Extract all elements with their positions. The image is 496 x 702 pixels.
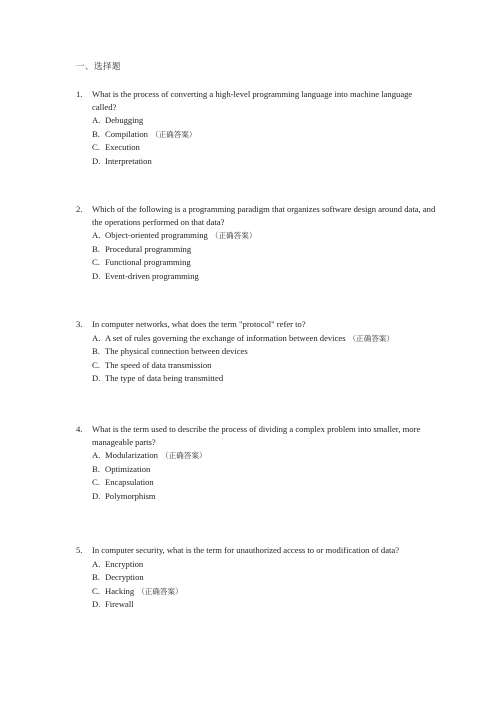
question-4 bbox=[76, 423, 436, 504]
option-d bbox=[92, 372, 436, 386]
option-label: Optimization bbox=[105, 463, 151, 474]
option-c bbox=[92, 359, 436, 373]
option-text bbox=[105, 243, 436, 257]
question-text: What is the term used to describe the process of dividing a complex problem into smaller, more manageable parts? bbox=[92, 424, 421, 447]
option-letter: A. bbox=[92, 230, 101, 241]
option-label: The type of data being transmitted bbox=[105, 373, 224, 384]
option-text bbox=[105, 256, 436, 270]
option-list bbox=[76, 229, 436, 283]
question-stem bbox=[76, 88, 436, 113]
option-letter: C. bbox=[92, 585, 100, 596]
question-stem bbox=[76, 423, 436, 448]
option-letter: D. bbox=[92, 270, 101, 281]
option-letter: C. bbox=[92, 257, 100, 268]
option-text bbox=[105, 598, 436, 612]
option-label: A set of rules governing the exchange of information between devices bbox=[105, 332, 346, 343]
option-letter: B. bbox=[92, 128, 100, 139]
option-b bbox=[92, 571, 436, 585]
option-label: Event-driven programming bbox=[105, 270, 199, 281]
option-text bbox=[105, 476, 436, 490]
option-b bbox=[92, 345, 436, 359]
question-3 bbox=[76, 318, 436, 386]
option-letter: D. bbox=[92, 155, 101, 166]
option-label: Compilation bbox=[105, 128, 148, 139]
option-list bbox=[76, 558, 436, 612]
answer-mark: （正确答案） bbox=[348, 333, 395, 343]
option-label: Encryption bbox=[105, 558, 144, 569]
option-letter: D. bbox=[92, 599, 101, 610]
option-text bbox=[105, 155, 436, 169]
option-list bbox=[76, 332, 436, 386]
question-stem bbox=[76, 318, 436, 331]
option-letter: A. bbox=[92, 558, 101, 569]
question-number: 2. bbox=[76, 204, 83, 214]
option-label: Execution bbox=[105, 142, 140, 153]
option-text bbox=[105, 463, 436, 477]
option-label: Firewall bbox=[105, 599, 134, 610]
option-text bbox=[105, 558, 436, 572]
option-letter: A. bbox=[92, 450, 101, 461]
option-label: Debugging bbox=[105, 115, 144, 126]
option-text bbox=[105, 449, 436, 463]
option-text bbox=[105, 229, 436, 243]
option-c bbox=[92, 476, 436, 490]
option-text bbox=[105, 141, 436, 155]
option-letter: B. bbox=[92, 243, 100, 254]
option-d bbox=[92, 270, 436, 284]
option-letter: A. bbox=[92, 332, 101, 343]
option-text bbox=[105, 345, 436, 359]
option-d bbox=[92, 155, 436, 169]
option-c bbox=[92, 141, 436, 155]
option-c bbox=[92, 256, 436, 270]
option-letter: B. bbox=[92, 463, 100, 474]
option-letter: B. bbox=[92, 346, 100, 357]
question-text: What is the process of converting a high-level programming language into machine language called? bbox=[92, 89, 413, 112]
option-label: Procedural programming bbox=[105, 243, 192, 254]
question-5 bbox=[76, 544, 436, 612]
option-label: Decryption bbox=[105, 572, 144, 583]
question-number: 3. bbox=[76, 319, 83, 329]
option-label: The physical connection between devices bbox=[105, 346, 248, 357]
answer-mark: （正确答案） bbox=[210, 231, 257, 241]
option-d bbox=[92, 490, 436, 504]
option-letter: C. bbox=[92, 359, 100, 370]
option-a bbox=[92, 229, 436, 243]
option-b bbox=[92, 463, 436, 477]
option-letter: C. bbox=[92, 477, 100, 488]
question-number: 5. bbox=[76, 545, 83, 555]
option-text bbox=[105, 128, 436, 142]
option-text bbox=[105, 490, 436, 504]
option-text bbox=[105, 332, 436, 346]
option-label: Object-oriented programming bbox=[105, 230, 208, 241]
question-text: In computer security, what is the term for unauthorized access to or modification of data? bbox=[92, 545, 400, 555]
option-list bbox=[76, 114, 436, 168]
option-label: Hacking bbox=[105, 585, 135, 596]
option-text bbox=[105, 571, 436, 585]
option-letter: D. bbox=[92, 373, 101, 384]
option-label: Interpretation bbox=[105, 155, 152, 166]
answer-mark: （正确答案） bbox=[150, 129, 197, 139]
option-label: Functional programming bbox=[105, 257, 191, 268]
question-number: 4. bbox=[76, 424, 83, 434]
option-b bbox=[92, 243, 436, 257]
option-c bbox=[92, 585, 436, 599]
option-text bbox=[105, 359, 436, 373]
question-1 bbox=[76, 88, 436, 169]
question-text: Which of the following is a programming paradigm that organizes software design around data, and the operations performed on that data? bbox=[92, 204, 436, 227]
option-letter: B. bbox=[92, 572, 100, 583]
option-label: Polymorphism bbox=[105, 490, 156, 501]
option-list bbox=[76, 449, 436, 503]
question-number: 1. bbox=[76, 89, 83, 99]
option-letter: D. bbox=[92, 490, 101, 501]
option-label: The speed of data transmission bbox=[105, 359, 212, 370]
section-title: 一、选择题 bbox=[76, 61, 122, 71]
option-a bbox=[92, 114, 436, 128]
option-label: Modularization bbox=[105, 450, 158, 461]
question-2 bbox=[76, 203, 436, 284]
question-stem bbox=[76, 203, 436, 228]
option-text bbox=[105, 270, 436, 284]
option-a bbox=[92, 332, 436, 346]
option-letter: A. bbox=[92, 115, 101, 126]
option-b bbox=[92, 128, 436, 142]
option-text bbox=[105, 372, 436, 386]
option-a bbox=[92, 558, 436, 572]
option-a bbox=[92, 449, 436, 463]
answer-mark: （正确答案） bbox=[137, 586, 183, 596]
question-stem bbox=[76, 544, 436, 557]
option-label: Encapsulation bbox=[105, 477, 154, 488]
option-text bbox=[105, 585, 436, 599]
option-text bbox=[105, 114, 436, 128]
answer-mark: （正确答案） bbox=[160, 451, 207, 461]
question-text: In computer networks, what does the term "protocol" refer to? bbox=[92, 319, 306, 329]
option-d bbox=[92, 598, 436, 612]
option-letter: C. bbox=[92, 142, 100, 153]
